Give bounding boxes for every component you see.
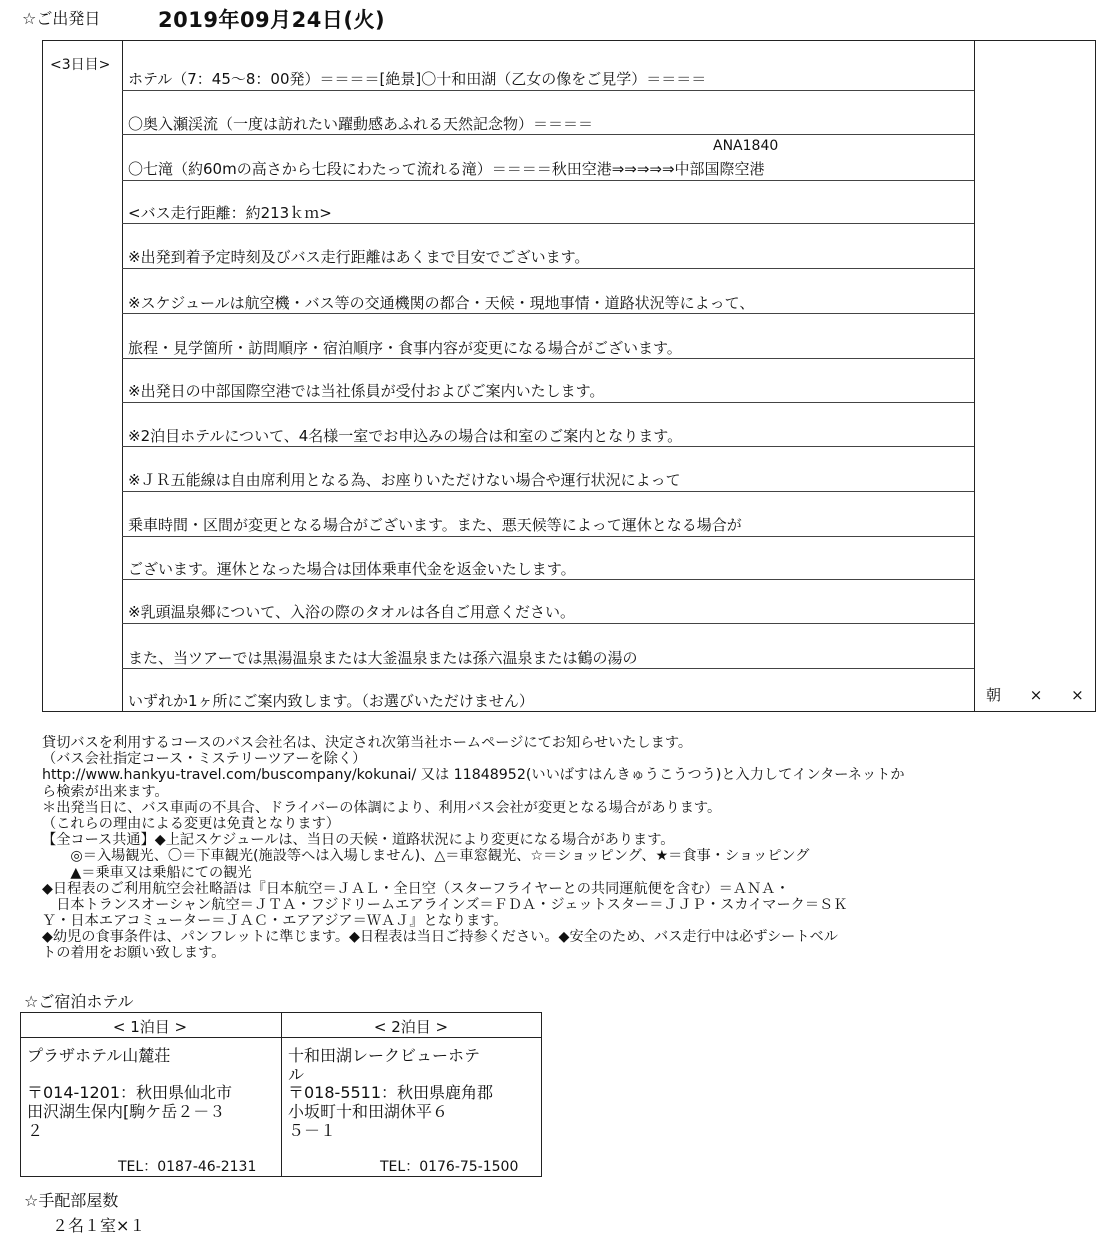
hotel-2-tel: TEL：0176-75-1500 xyxy=(380,1159,519,1175)
hotel-1-name: プラザホテル山麓荘 xyxy=(27,1046,171,1065)
row-line xyxy=(122,402,974,403)
notes-section xyxy=(42,735,905,962)
note-line: （バス会社指定コース・ミステリーツアーを除く） xyxy=(42,751,367,768)
itinerary-row: ※スケジュールは航空機・バス等の交通機関の都合・天候・現地事情・道路状況等によって、 xyxy=(128,294,755,312)
row-line xyxy=(122,491,974,492)
row-line xyxy=(122,668,974,669)
row-line xyxy=(122,358,974,359)
note-line: 貸切バスを利用するコースのバス会社名は、決定され次第当社ホームページにてお知らせいたします。 xyxy=(42,735,693,751)
itinerary-row: <バス走行距離：約213ｋｍ> xyxy=(128,204,332,222)
row-line xyxy=(122,134,974,135)
hotel-2-name: 十和田湖レークビューホテ ル xyxy=(288,1046,481,1084)
itinerary-row: また、当ツアーでは黒湯温泉または大釜温泉または孫六温泉または鶴の湯の xyxy=(128,649,638,667)
itinerary-row: ございます。運休となった場合は団体乗車代金を返金いたします。 xyxy=(128,560,576,578)
departure-date: 2019年09月24日(火) xyxy=(158,8,386,32)
hotel-section-title: ☆ご宿泊ホテル xyxy=(24,992,134,1011)
itinerary-day-divider xyxy=(122,40,123,712)
meal-indicators: 朝 × × xyxy=(986,686,1084,704)
departure-date-label: ☆ご出発日 xyxy=(22,9,101,28)
note-line: ＊出発当日に、バス車両の不具合、ドライバーの体調により、利用バス会社が変更となる場合があります。 xyxy=(42,799,722,816)
rooms-value: ２名１室×１ xyxy=(52,1216,146,1235)
row-line xyxy=(122,536,974,537)
note-line: （これらの理由による変更は免責となります） xyxy=(42,815,340,832)
itinerary-row: ※出発到着予定時刻及びバス走行距離はあくまで目安でございます。 xyxy=(128,248,590,266)
hotel-2-address: 〒018-5511：秋田県鹿角郡 小坂町十和田湖休平６ ５－１ xyxy=(288,1083,494,1140)
itinerary-row: 〇奥入瀬渓流（一度は訪れたい躍動感あふれる天然記念物）＝＝＝＝ xyxy=(128,115,594,133)
note-line: ▲＝乗車又は乗船にての観光 xyxy=(42,864,252,881)
rooms-title: ☆手配部屋数 xyxy=(24,1191,119,1210)
day-label: <3日目> xyxy=(50,57,111,73)
itinerary-row: ※出発日の中部国際空港では当社係員が受付およびご案内いたします。 xyxy=(128,382,605,400)
itinerary-meal-divider xyxy=(974,40,975,712)
note-line: Ｙ・日本エアコミューター＝ＪＡＣ・エアアジア＝ＷＡＪ』となります。 xyxy=(42,913,508,930)
note-line: ら検索が出来ます。 xyxy=(42,783,169,800)
row-line xyxy=(122,268,974,269)
note-line: ◆幼児の食事条件は、パンフレットに準じます。◆日程表は当日ご持参ください。◆安全のため、バス走行中は必ずシートベル xyxy=(42,929,838,946)
itinerary-row: 乗車時間・区間が変更となる場合がございます。また、悪天候等によって運休となる場合が xyxy=(128,516,742,534)
itinerary-row: 〇七滝（約60mの高さから七段にわたって流れる滝）＝＝＝＝秋田空港⇒⇒⇒⇒⇒中部国際空港 xyxy=(128,160,765,178)
hotel-night-1-header: < 1泊目 > xyxy=(112,1018,188,1036)
row-line xyxy=(122,446,974,447)
flight-code: ANA1840 xyxy=(713,138,779,154)
note-line: ◆日程表のご利用航空会社略語は『日本航空＝ＪＡＬ・全日空（スターフライヤーとの共同運航便を含む）＝ＡＮＡ・ xyxy=(42,880,790,897)
itinerary-row: いずれか1ヶ所にご案内致します。（お選びいただけません） xyxy=(128,692,534,710)
itinerary-row: ホテル（7：45～8：00発）＝＝＝＝[絶景]〇十和田湖（乙女の像をご見学）＝＝＝＝ xyxy=(128,70,707,88)
note-line: トの着用をお願い致します。 xyxy=(42,945,226,962)
row-line xyxy=(122,90,974,91)
hotel-header-line xyxy=(20,1037,542,1038)
hotel-night-2-header: < 2泊目 > xyxy=(373,1018,449,1036)
itinerary-row: ※乳頭温泉郷について、入浴の際のタオルは各自ご用意ください。 xyxy=(128,603,575,621)
row-line xyxy=(122,180,974,181)
note-line: ◎＝入場観光、〇＝下車観光(施設等へは入場しません)、△＝車窓観光、☆＝ショッピング、★＝食事・ショッピング xyxy=(42,848,810,865)
hotel-1-address: 〒014-1201：秋田県仙北市 田沢湖生保内[駒ケ岳２－３ ２ xyxy=(27,1083,233,1140)
itinerary-row: ※2泊目ホテルについて、4名様一室でお申込みの場合は和室のご案内となります。 xyxy=(128,427,683,445)
itinerary-row: 旅程・見学箇所・訪問順序・宿泊順序・食事内容が変更になる場合がございます。 xyxy=(128,339,682,357)
note-line: 【全コース共通】◆上記スケジュールは、当日の天候・道路状況により変更になる場合があります。 xyxy=(42,832,675,849)
hotel-1-tel: TEL：0187-46-2131 xyxy=(118,1159,257,1175)
note-line: http://www.hankyu-travel.com/buscompany/kokunai/ 又は 11848952(いいばすはんきゅうこうつう)と入力してインターネットか xyxy=(42,767,905,784)
row-line xyxy=(122,223,974,224)
row-line xyxy=(122,313,974,314)
note-line: 日本トランスオーシャン航空＝ＪＴＡ・フジドリームエアラインズ＝ＦＤＡ・ジェットスター＝ＪＪＰ・スカイマーク＝ＳＫ xyxy=(42,896,848,913)
row-line xyxy=(122,579,974,580)
row-line xyxy=(122,623,974,624)
itinerary-row: ※ＪＲ五能線は自由席利用となる為、お座りいただけない場合や運行状況によって xyxy=(128,471,681,489)
